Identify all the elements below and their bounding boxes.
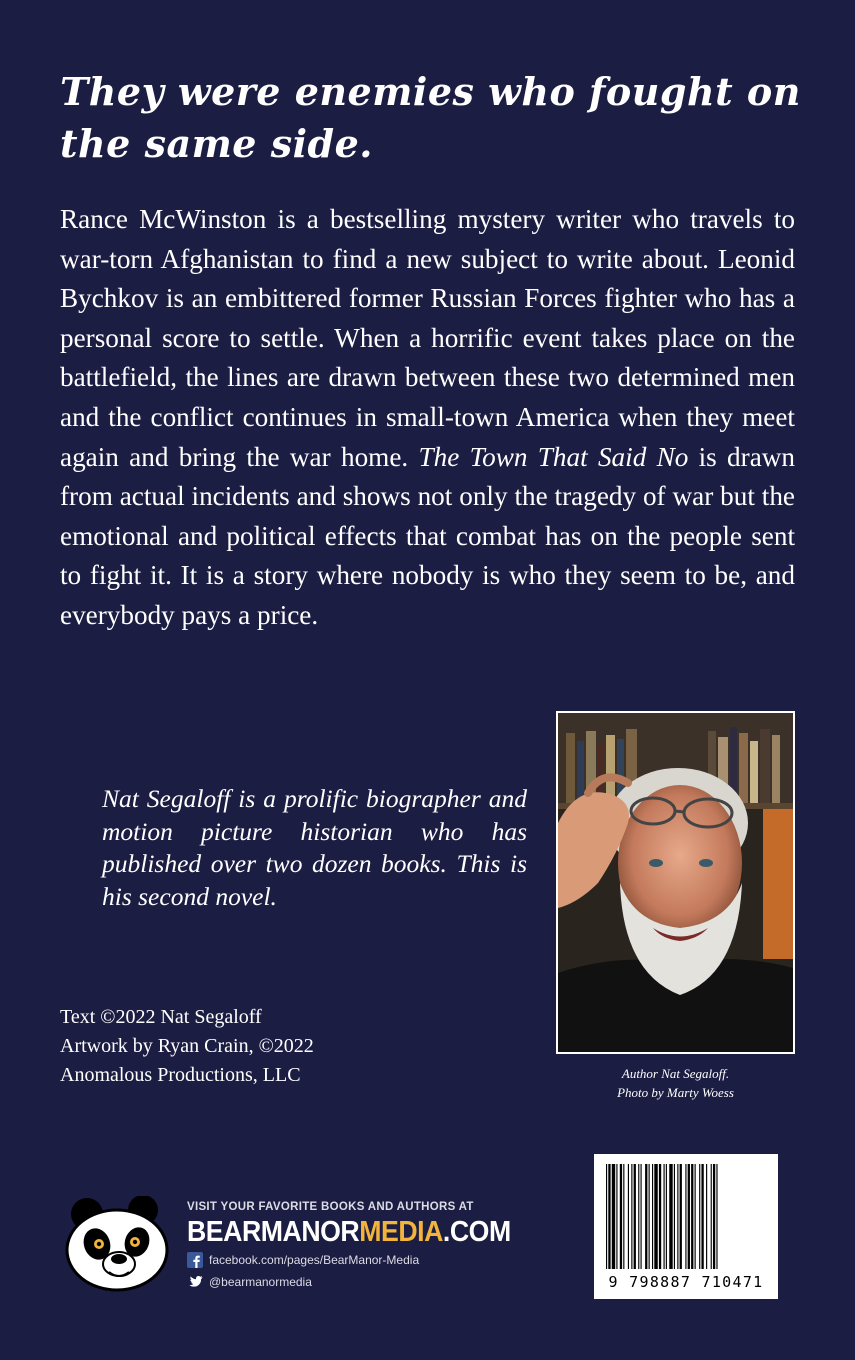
visit-label: VISIT YOUR FAVORITE BOOKS AND AUTHORS AT (187, 1201, 474, 1213)
publisher-block (63, 1196, 533, 1296)
copyright-company: Anomalous Productions, LLC (60, 1064, 301, 1086)
author-bio: Nat Segaloff is a prolific biographer and motion picture historian who has published over two dozen books. This is his second novel. (102, 784, 527, 911)
twitter-handle: @bearmanormedia (209, 1275, 312, 1289)
tagline: They were enemies who fought on the same side. (60, 69, 801, 166)
publisher-website-link[interactable]: BEARMANORMEDIA.COM (187, 1216, 511, 1248)
facebook-link[interactable] (187, 1249, 539, 1271)
caption-author: Author Nat Segaloff. (621, 1066, 730, 1081)
copyright-artwork: Artwork by Ryan Crain, ©2022 (60, 1035, 314, 1057)
photo-caption (556, 1064, 795, 1102)
isbn-barcode (594, 1154, 778, 1299)
book-title: The Town That Said No (418, 441, 689, 472)
caption-credit: Photo by Marty Woess (617, 1085, 734, 1100)
facebook-url: facebook.com/pages/BearManor-Media (209, 1253, 420, 1267)
isbn-number: 9 798887 710471 (608, 1273, 764, 1291)
author-portrait-icon (558, 713, 793, 1052)
barcode-icon (604, 1164, 768, 1269)
copyright-block (60, 1003, 480, 1090)
twitter-link[interactable] (187, 1271, 539, 1293)
panda-icon (63, 1196, 171, 1292)
author-photo (556, 711, 795, 1054)
copyright-text: Text ©2022 Nat Segaloff (60, 1006, 262, 1028)
facebook-icon (187, 1252, 203, 1268)
blurb-text-end: is drawn from actual incidents and shows not only the tragedy of war but the emotional and political effects that combat has on the people sent to fight it. It is a story where nobody is who they seem to be, and everybody pays a price. (60, 441, 796, 630)
blurb-text-start: Rance McWinston is a bestselling mystery writer who travels to war-torn Afghanistan to find a new subject to write about. Leonid Bychkov is an embittered former Russian Forces fighter who has a personal score to settle. When a horrific event takes place on the battlefield, the lines are drawn between these two determined men and the conflict continues in small-town America when they meet again and bring the war home. (60, 204, 795, 472)
twitter-icon (187, 1274, 203, 1290)
publisher-text (187, 1199, 539, 1293)
blurb-paragraph (60, 200, 795, 636)
